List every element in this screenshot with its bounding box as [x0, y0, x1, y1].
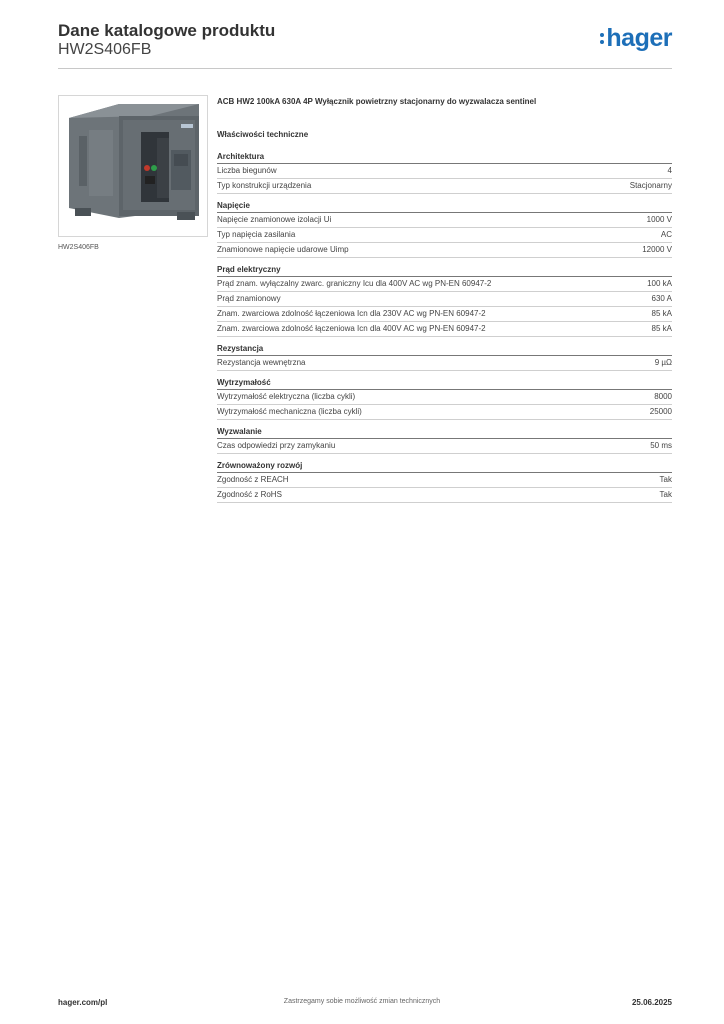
property-value: Stacjonarny	[629, 181, 672, 190]
property-label: Prąd znam. wyłączalny zwarc. graniczny Icu dla 400V AC wg PN-EN 60947-2	[217, 279, 492, 288]
section-title: Zrównoważony rozwój	[217, 461, 672, 473]
property-row	[217, 213, 672, 228]
property-row	[217, 243, 672, 258]
property-label: Rezystancja wewnętrzna	[217, 358, 306, 367]
property-row	[217, 292, 672, 307]
property-row	[217, 439, 672, 454]
property-label: Typ napięcia zasilania	[217, 230, 296, 239]
property-value: 100 kA	[647, 279, 672, 288]
section-title: Architektura	[217, 152, 672, 164]
header-divider	[58, 68, 672, 69]
property-row	[217, 405, 672, 420]
property-label: Prąd znamionowy	[217, 294, 281, 303]
property-row	[217, 307, 672, 322]
circuit-breaker-photo-icon	[59, 96, 207, 236]
property-value: 85 kA	[651, 324, 672, 333]
property-row	[217, 322, 672, 337]
properties-heading: Właściwości techniczne	[217, 130, 309, 139]
property-row	[217, 228, 672, 243]
property-row	[217, 277, 672, 292]
footer-website-link[interactable]: hager.com/pl	[58, 998, 108, 1007]
page-title: Dane katalogowe produktu	[58, 21, 276, 40]
property-row	[217, 356, 672, 371]
logo-dots-icon	[600, 33, 604, 44]
property-label: Czas odpowiedzi przy zamykaniu	[217, 441, 336, 450]
property-label: Zgodność z REACH	[217, 475, 289, 484]
property-label: Wytrzymałość elektryczna (liczba cykli)	[217, 392, 356, 401]
property-section	[217, 461, 672, 503]
property-value: Tak	[659, 490, 672, 499]
section-title: Prąd elektryczny	[217, 265, 672, 277]
property-label: Typ konstrukcji urządzenia	[217, 181, 312, 190]
property-label: Znamionowe napięcie udarowe Uimp	[217, 245, 349, 254]
property-label: Zgodność z RoHS	[217, 490, 282, 499]
section-title: Wytrzymałość	[217, 378, 672, 390]
property-section	[217, 201, 672, 258]
property-value: 4	[667, 166, 672, 175]
property-value: 1000 V	[646, 215, 672, 224]
section-title: Wyzwalanie	[217, 427, 672, 439]
hager-logo	[600, 24, 672, 53]
property-label: Wytrzymałość mechaniczna (liczba cykli)	[217, 407, 362, 416]
property-row	[217, 390, 672, 405]
product-image	[58, 95, 208, 237]
property-row	[217, 488, 672, 503]
property-value: 8000	[654, 392, 672, 401]
property-value: Tak	[659, 475, 672, 484]
product-details	[217, 97, 672, 510]
property-section	[217, 344, 672, 371]
property-section	[217, 427, 672, 454]
properties-sections	[217, 152, 672, 503]
property-value: AC	[660, 230, 672, 239]
section-title: Rezystancja	[217, 344, 672, 356]
property-value: 25000	[649, 407, 672, 416]
property-value: 12000 V	[642, 245, 672, 254]
property-row	[217, 473, 672, 488]
property-row	[217, 164, 672, 179]
property-label: Znam. zwarciowa zdolność łączeniowa Icn dla 400V AC wg PN-EN 60947-2	[217, 324, 486, 333]
logo-text: hager	[606, 24, 672, 52]
property-row	[217, 179, 672, 194]
footer-date: 25.06.2025	[631, 998, 672, 1007]
property-section	[217, 152, 672, 194]
property-value: 50 ms	[650, 441, 672, 450]
property-section	[217, 265, 672, 337]
product-description: ACB HW2 100kA 630A 4P Wyłącznik powietrzny stacjonarny do wyzwalacza sentinel	[217, 97, 537, 106]
property-label: Napięcie znamionowe izolacji Ui	[217, 215, 332, 224]
section-title: Napięcie	[217, 201, 672, 213]
property-value: 85 kA	[651, 309, 672, 318]
property-section	[217, 378, 672, 420]
property-value: 9 µΩ	[654, 358, 672, 367]
property-label: Liczba biegunów	[217, 166, 277, 175]
property-value: 630 A	[651, 294, 672, 303]
property-label: Znam. zwarciowa zdolność łączeniowa Icn dla 230V AC wg PN-EN 60947-2	[217, 309, 486, 318]
product-image-caption: HW2S406FB	[58, 244, 99, 251]
product-code: HW2S406FB	[58, 41, 152, 58]
footer-disclaimer: Zastrzegamy sobie możliwość zmian technicznych	[283, 998, 441, 1005]
